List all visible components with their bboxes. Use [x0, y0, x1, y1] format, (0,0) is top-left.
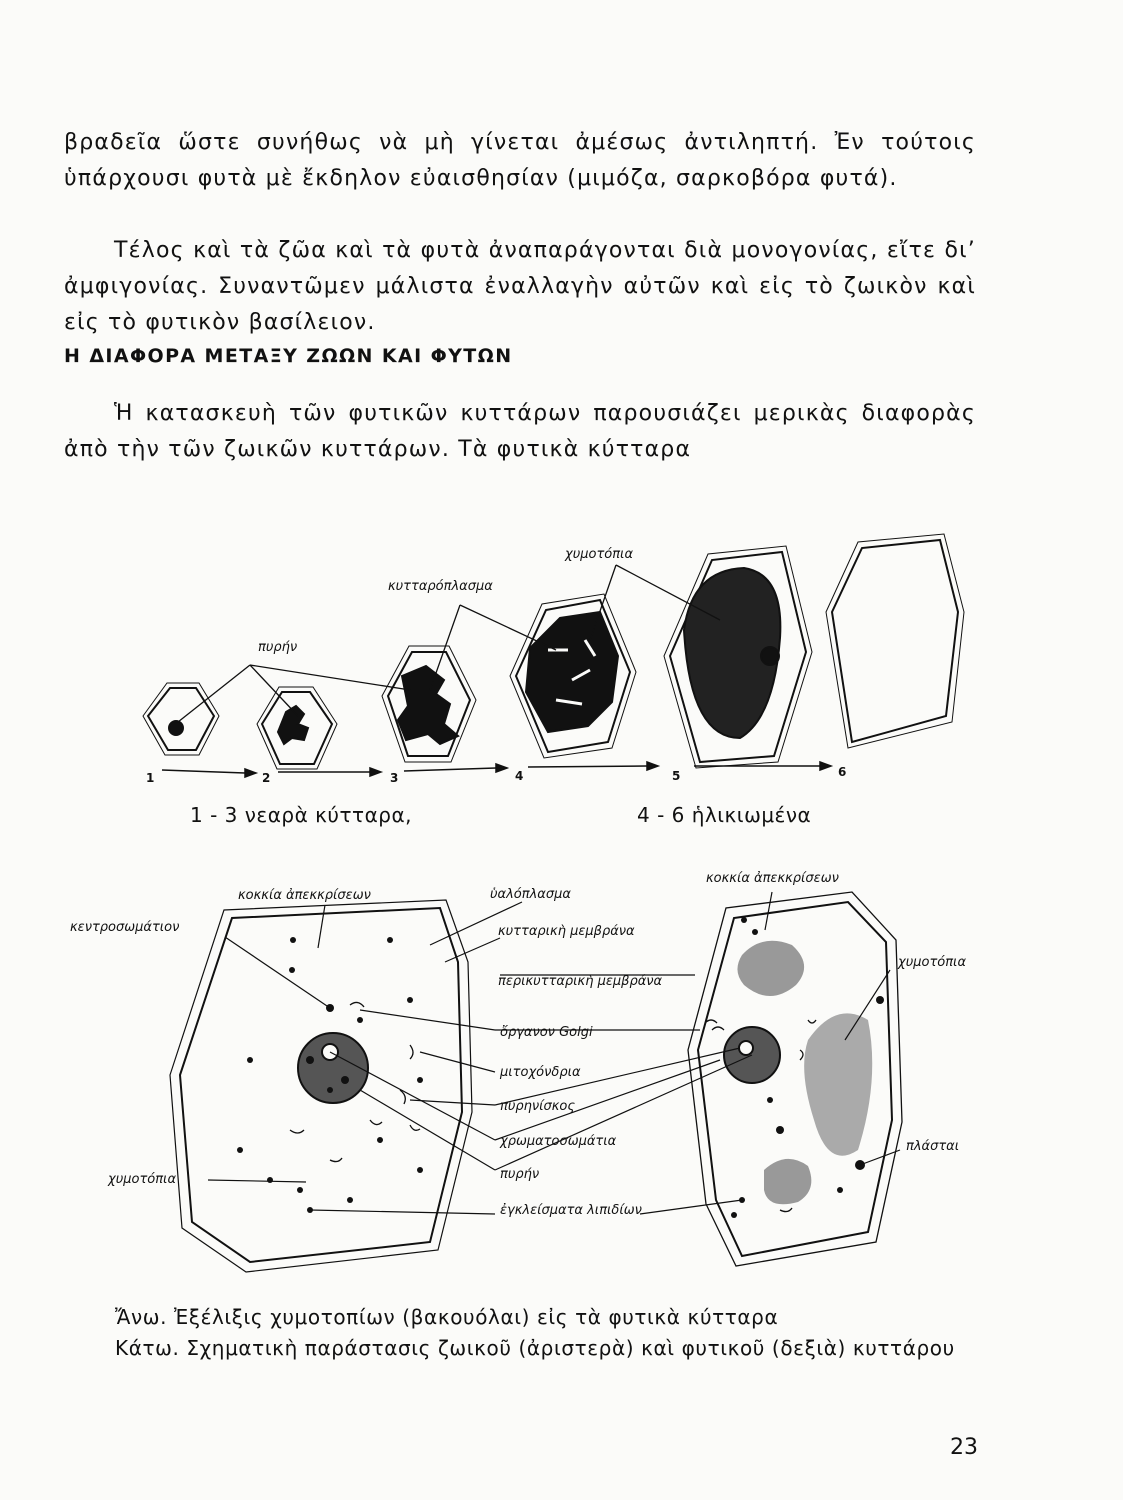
page-number: 23: [950, 1435, 978, 1460]
stage-number-1: 1: [146, 771, 155, 785]
stage-number-3: 3: [390, 771, 399, 785]
stage-5-cell: [664, 546, 812, 768]
stage-number-2: 2: [262, 771, 271, 785]
label-chymotopia-top: χυμοτόπια: [565, 547, 634, 562]
stage-number-4: 4: [515, 769, 524, 783]
label-pericellular-membrane: περικυτταρικὴ μεμβράνα: [498, 974, 663, 989]
label-nucleus-bottom: πυρήν: [500, 1167, 540, 1182]
label-mitochondria: μιτοχόνδρια: [500, 1065, 581, 1080]
label-secretion-granules-left: κοκκία ἀπεκκρίσεων: [238, 888, 371, 903]
plant-cell: [688, 892, 902, 1266]
stage-number-6: 6: [838, 765, 847, 779]
figure-animal-plant-cell: [70, 871, 966, 1272]
label-hyaloplasm: ὑαλόπλασμα: [490, 887, 571, 902]
label-chymotopia-left: χυμοτόπια: [108, 1172, 177, 1187]
label-nucleolus: πυρηνίσκος: [500, 1099, 575, 1114]
animal-cell: [170, 900, 472, 1272]
caption-mature-cells: 4 - 6 ἡλικιωμένα: [637, 803, 812, 827]
figure-caption-line-1: Ἄνω. Ἐξέλιξις χυμοτοπίων (βακουόλαι) εἰς τὰ φυτικὰ κύτταρα: [115, 1305, 779, 1329]
paragraph-1: βραδεῖα ὥστε συνήθως νὰ μὴ γίνεται ἀμέσως ἀντιληπτή. Ἐν τούτοις ὑπάρχουσι φυτὰ μὲ ἔκδηλον εὐαισθησίαν (μιμόζα, σαρκοβόρα φυτά).: [64, 130, 976, 191]
label-chromatosomes: χρωματοσωμάτια: [500, 1134, 617, 1149]
stage-2-cell: [257, 687, 337, 769]
label-chymotopia-right: χυμοτόπια: [898, 955, 967, 970]
figure-vacuole-evolution: [143, 534, 964, 827]
label-cytoplasm: κυτταρόπλασμα: [388, 579, 493, 594]
label-centrosome: κεντροσωμάτιον: [70, 920, 180, 935]
stage-6-cell: [826, 534, 964, 748]
stage-4-cell: [510, 594, 636, 758]
figure-caption-line-2: Κάτω. Σχηματικὴ παράστασις ζωικοῦ (ἀριστερὰ) καὶ φυτικοῦ (δεξιὰ) κυττάρου: [115, 1336, 955, 1360]
paragraph-2: Τέλος καὶ τὰ ζῶα καὶ τὰ φυτὰ ἀναπαράγονται διὰ μονογονίας, εἴτε δι’ ἀμφιγονίας. Συναντῶμεν μάλιστα ἐναλλαγὴν αὐτῶν καὶ εἰς τὸ ζωικὸν καὶ εἰς τὸ φυτικὸν βασίλειον.: [64, 238, 976, 335]
label-golgi: ὄργανον Golgi: [500, 1025, 593, 1040]
label-secretion-granules-right: κοκκία ἀπεκκρίσεων: [706, 871, 839, 886]
paragraph-3: Ἡ κατασκευὴ τῶν φυτικῶν κυττάρων παρουσιάζει μερικὰς διαφορὰς ἀπὸ τὴν τῶν ζωικῶν κυττάρων. Τὰ φυτικὰ κύτταρα: [64, 401, 976, 462]
label-plastids: πλάσται: [906, 1139, 960, 1154]
section-heading: Η ΔΙΑΦΟΡΑ ΜΕΤΑΞΥ ΖΩΩΝ ΚΑΙ ΦΥΤΩΝ: [64, 345, 513, 367]
label-cell-membrane: κυτταρικὴ μεμβράνα: [498, 924, 635, 939]
label-nucleus-top: πυρήν: [258, 640, 298, 655]
stage-number-5: 5: [672, 769, 681, 783]
stage-3-cell: [382, 646, 476, 762]
caption-young-cells: 1 - 3 νεαρὰ κύτταρα,: [190, 803, 413, 827]
label-lipid-inclusions: ἐγκλείσματα λιπιδίων: [500, 1203, 642, 1218]
